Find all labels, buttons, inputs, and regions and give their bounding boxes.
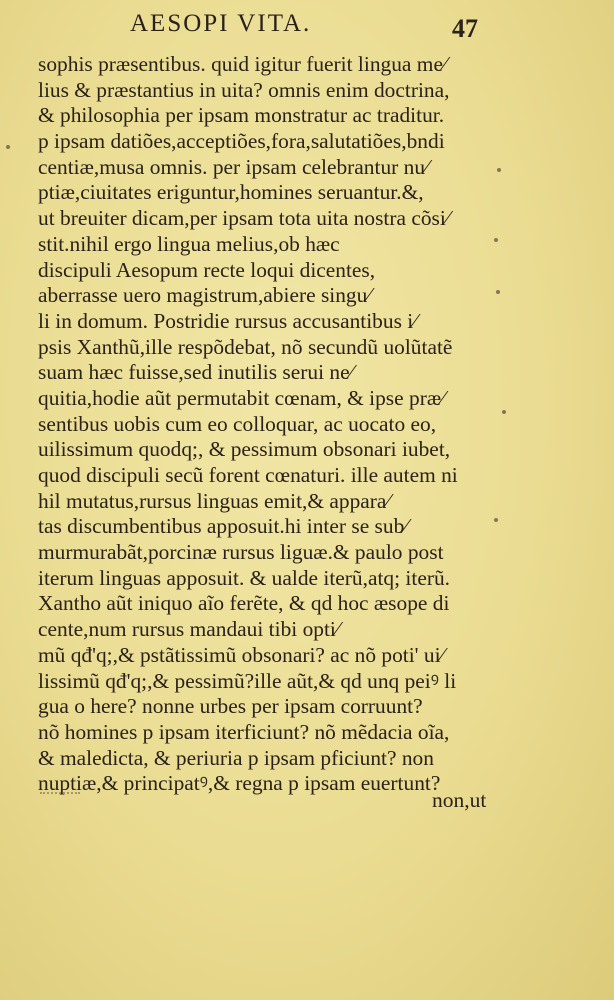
- paper-speck: [494, 518, 498, 522]
- paper-speck: [502, 410, 506, 414]
- text-line: psis Xanthũ,ille respõdebat, nõ secundũ uolũtatẽ: [38, 334, 453, 359]
- text-line: uilissimum quodq;, & pessimum obsonari iubet,: [38, 437, 451, 462]
- text-line: sophis præsentibus. quid igitur fuerit lingua me⁄: [38, 52, 447, 76]
- text-line: nõ homines p ipsam iterficiunt? nõ mẽdacia oĩa,: [38, 719, 450, 744]
- paper-speck: [497, 168, 501, 172]
- text-line: ptiæ,ciuitates eriguntur,homines seruantur.&,: [38, 180, 424, 205]
- running-title: AESOPI VITA.: [130, 10, 312, 37]
- page-number: 47: [452, 14, 478, 43]
- text-line: suam hæc fuisse,sed inutilis serui ne⁄: [38, 360, 354, 385]
- text-line: sentibus uobis cum eo colloquar, ac uocato eo,: [38, 411, 437, 436]
- text-line: quitia,hodie aũt permutabit cœnam, & ipse præ⁄: [38, 385, 445, 410]
- paper-speck: [494, 238, 498, 242]
- text-line: Xantho aũt iniquo aĩo ferẽte, & qd hoc æsope di: [38, 591, 450, 616]
- ink-bleed-mark: [40, 792, 80, 808]
- text-line: iterum linguas apposuit. & ualde iterũ,atq; iterũ.: [38, 565, 451, 590]
- text-line: ut breuiter dicam,per ipsam tota uita nostra cõsi⁄: [38, 206, 450, 231]
- text-line: p ipsam datiões,acceptiões,fora,salutatiões,bndi: [38, 129, 445, 154]
- text-line: centiæ,musa omnis. per ipsam celebrantur nu⁄: [38, 154, 429, 179]
- text-line: gua o here? nonne urbes per ipsam corruunt?: [38, 694, 423, 719]
- text-line: hil mutatus,rursus linguas emit,& appara⁄: [38, 488, 391, 513]
- text-line: li in domum. Postridie rursus accusantibus i⁄: [38, 308, 417, 333]
- text-line: murmurabãt,porcinæ rursus liguæ.& paulo post: [38, 540, 444, 565]
- text-line: discipuli Aesopum recte loqui dicentes,: [38, 257, 376, 282]
- text-line: tas discumbentibus apposuit.hi inter se sub⁄: [38, 514, 408, 539]
- text-line: lius & præstantius in uita? omnis enim doctrina,: [38, 77, 450, 102]
- catchword: non,ut: [432, 788, 487, 812]
- text-line: & philosophia per ipsam monstratur ac traditur.: [38, 103, 445, 128]
- text-line: quod discipuli secũ forent cœnaturi. ille autem ni: [38, 463, 458, 487]
- text-line: mũ qđ'q;,& pstãtissimũ obsonari? ac nõ poti' ui⁄: [38, 642, 445, 667]
- text-line: cente,num rursus mandaui tibi opti⁄: [38, 617, 340, 642]
- paper-speck: [496, 290, 500, 294]
- text-line: stit.nihil ergo lingua melius,ob hæc: [38, 231, 340, 256]
- text-line: lissimũ qđ'q;,& pessimũ?ille aũt,& qd unq peiꝰ li: [38, 668, 457, 693]
- paper-speck: [6, 145, 10, 149]
- text-line: aberrasse uero magistrum,abiere singu⁄: [38, 283, 371, 308]
- text-line: nuptiæ,& principatꝰ,& regna p ipsam euertunt?: [38, 771, 441, 796]
- text-line: & maledicta, & periuria p ipsam pficiunt? non: [38, 745, 434, 770]
- body-text: [38, 52, 508, 797]
